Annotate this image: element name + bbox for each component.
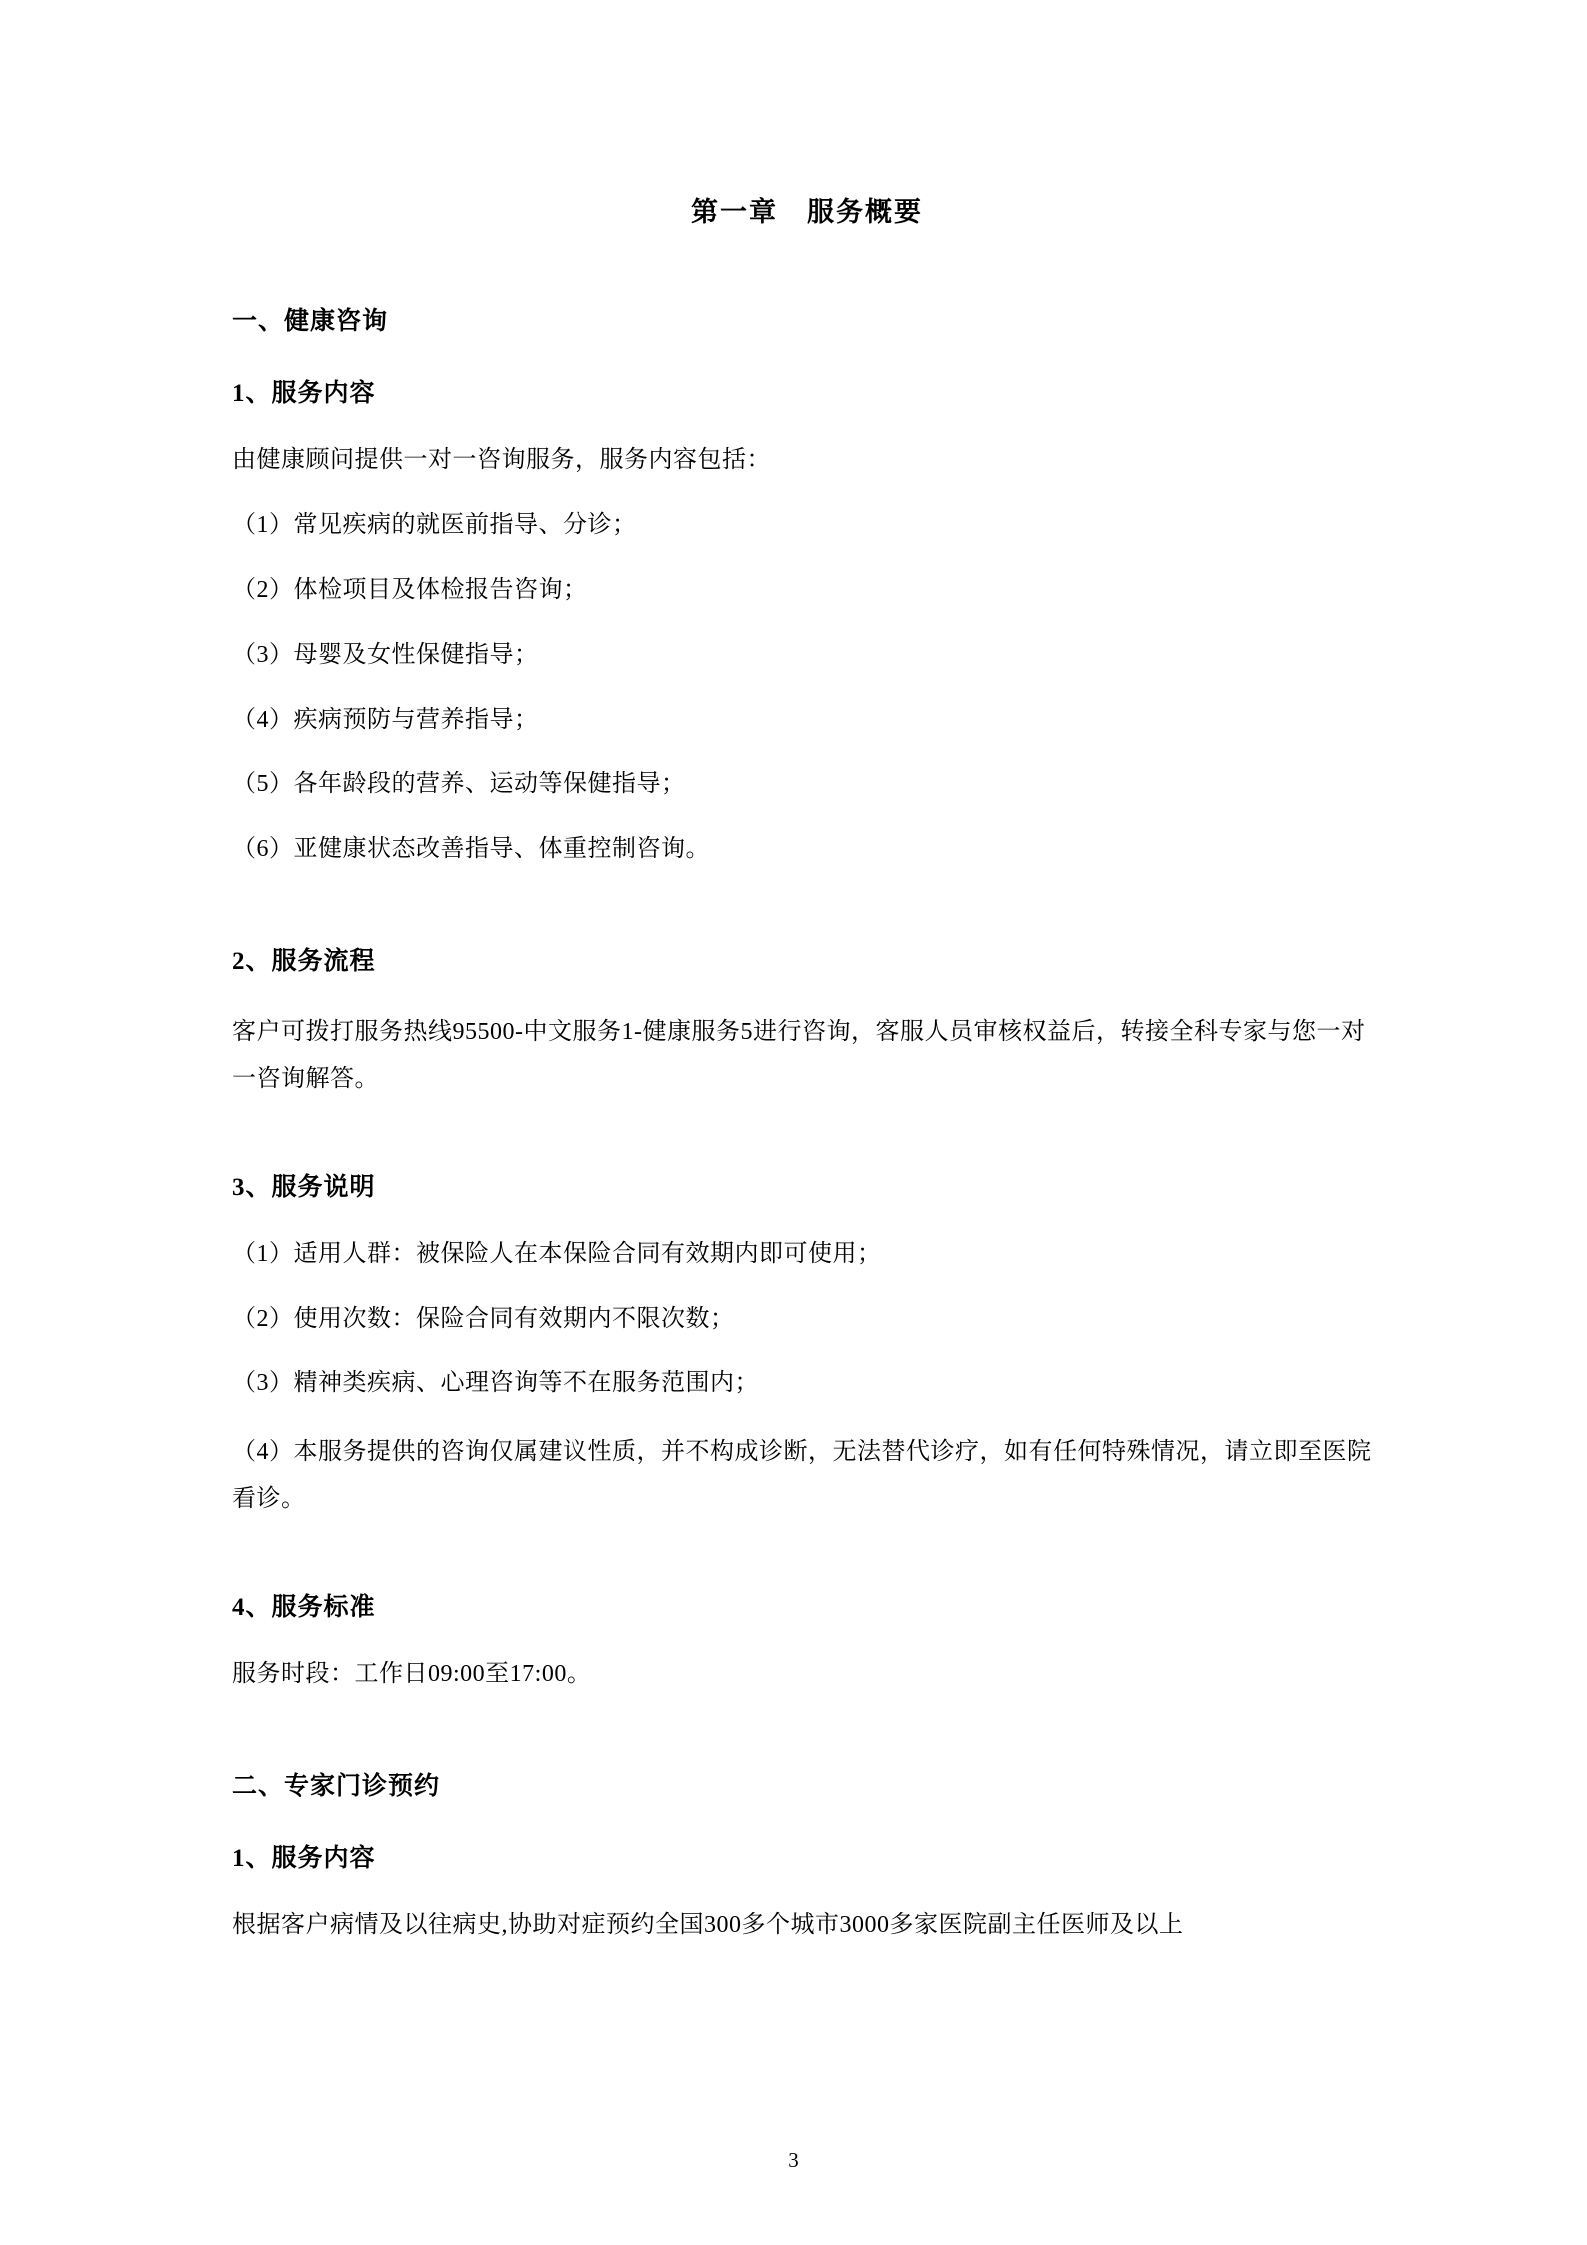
subsection-heading-service-content: 1、服务内容 bbox=[232, 380, 376, 407]
chapter-title: 第一章 服务概要 bbox=[691, 197, 923, 227]
service-content-item-5: （5）各年龄段的营养、运动等保健指导； bbox=[232, 771, 686, 798]
service-description-item-3: （3）精神类疾病、心理咨询等不在服务范围内； bbox=[232, 1370, 759, 1397]
page-number: 3 bbox=[788, 2148, 799, 2172]
subsection-heading-service-process: 2、服务流程 bbox=[232, 948, 376, 976]
subsection-heading-appointment-content: 1、服务内容 bbox=[232, 1844, 376, 1872]
service-description-item-1: （1）适用人群：被保险人在本保险合同有效期内即可使用； bbox=[232, 1240, 882, 1267]
service-description-item-2: （2）使用次数：保险合同有效期内不限次数； bbox=[232, 1305, 735, 1332]
service-description-item-4: （4）本服务提供的咨询仅属建议性质，并不构成诊断，无法替代诊疗，如有任何特殊情况，请立即至医院看诊。 bbox=[232, 1439, 1372, 1513]
subsection-heading-service-description: 3、服务说明 bbox=[232, 1173, 376, 1201]
service-content-item-4: （4）疾病预防与营养指导； bbox=[232, 706, 539, 733]
service-content-item-6: （6）亚健康状态改善指导、体重控制咨询。 bbox=[232, 836, 710, 863]
spacer bbox=[232, 895, 1382, 941]
service-content-item-1: （1）常见疾病的就医前指导、分诊； bbox=[232, 511, 637, 538]
service-content-lead: 由健康顾问提供一对一咨询服务，服务内容包括： bbox=[232, 447, 771, 473]
service-content-item-3: （3）母婴及女性保健指导； bbox=[232, 641, 539, 668]
service-content-item-2: （2）体检项目及体检报告咨询； bbox=[232, 576, 588, 603]
appointment-content-body: 根据客户病情及以往病史,协助对症预约全国300多个城市3000多家医院副主任医师及以上 bbox=[232, 1911, 1184, 1938]
section-heading-specialist-appointment: 二、专家门诊预约 bbox=[232, 1772, 441, 1800]
section-heading-health-consultation: 一、健康咨询 bbox=[232, 308, 389, 335]
service-process-body: 客户可拨打服务热线95500-中文服务1-健康服务5进行咨询，客服人员审核权益后，转接全科专家与您一对一咨询解答。 bbox=[232, 1019, 1366, 1092]
spacer bbox=[232, 1553, 1382, 1587]
spacer bbox=[232, 1133, 1382, 1167]
spacer bbox=[232, 1720, 1382, 1766]
subsection-heading-service-standard: 4、服务标准 bbox=[232, 1593, 376, 1621]
service-standard-body: 服务时段：工作日09:00至17:00。 bbox=[232, 1660, 592, 1687]
